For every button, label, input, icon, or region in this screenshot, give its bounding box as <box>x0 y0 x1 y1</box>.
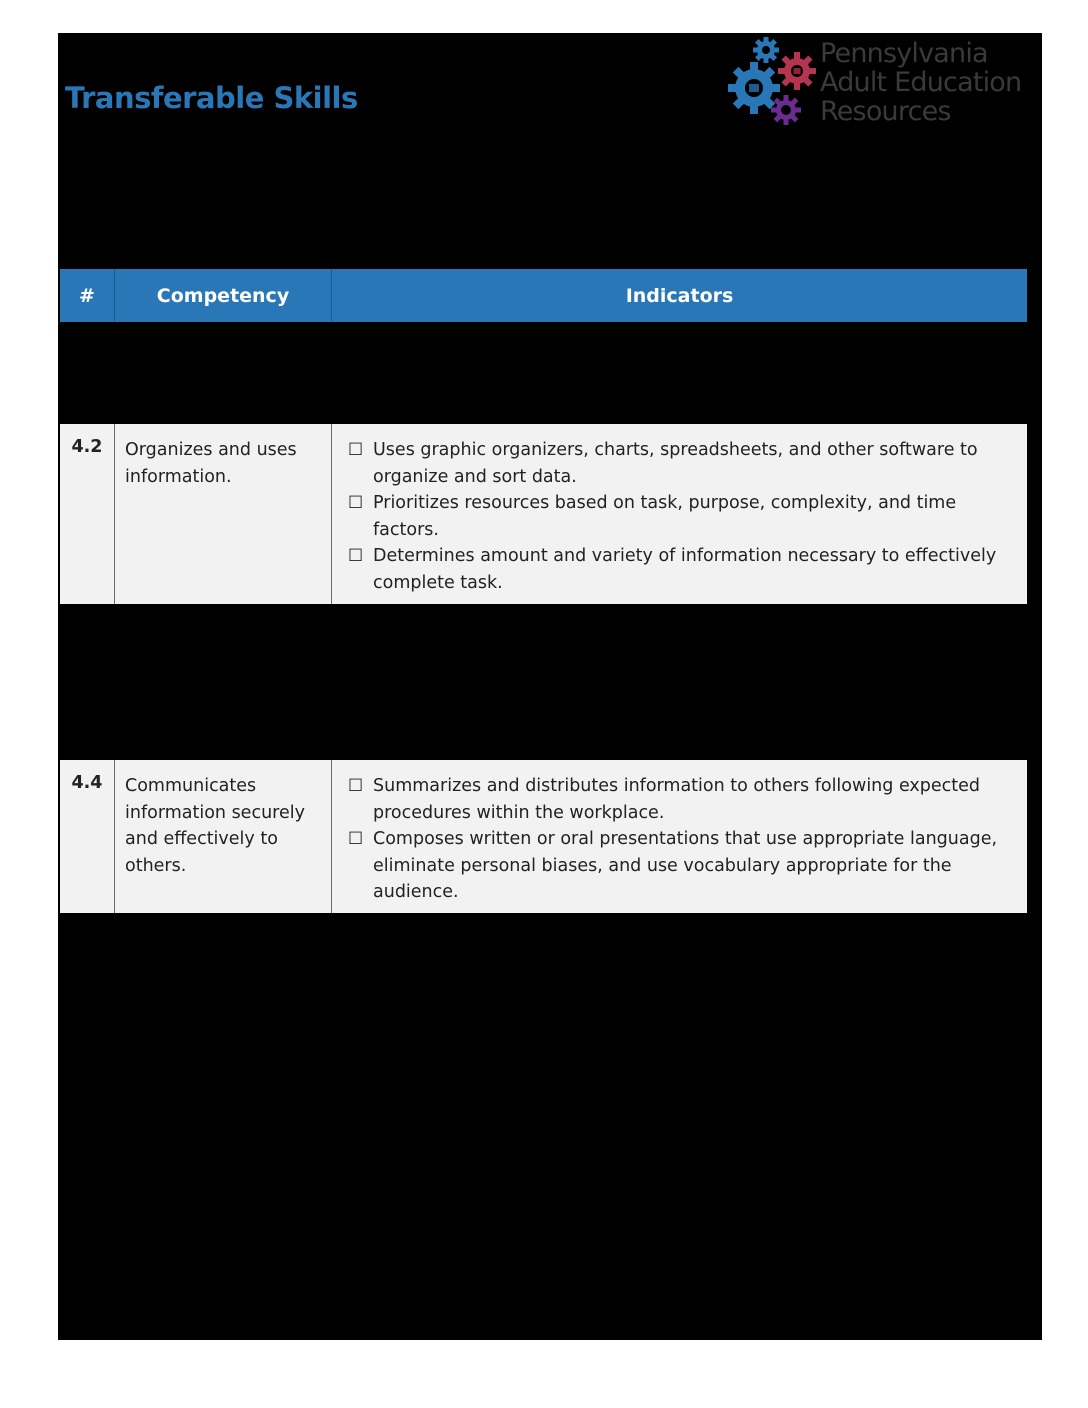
logo-wordmark <box>820 39 1021 126</box>
logo-line-resources: Resources <box>820 96 951 127</box>
table-row <box>60 760 1027 913</box>
table-row <box>60 424 1027 604</box>
indicator-text: Uses graphic organizers, charts, spreadsheets, and other software to organize and sort data. <box>373 440 978 487</box>
indicator-text: Composes written or oral presentations that use appropriate language, eliminate personal biases, and use vocabulary appropriate for the audience. <box>373 829 998 902</box>
competency-number: 4.2 <box>60 424 115 604</box>
indicator-item <box>348 490 1019 543</box>
competency-number: 4.4 <box>60 760 115 913</box>
indicator-text: Prioritizes resources based on task, purpose, complexity, and time factors. <box>373 493 957 540</box>
indicators-list <box>332 760 1027 913</box>
column-header-indicators: Indicators <box>625 284 734 307</box>
checkbox-icon[interactable]: ☐ <box>348 440 364 460</box>
document-page <box>58 33 1042 1340</box>
column-header-number: # <box>60 269 115 322</box>
indicator-item <box>348 773 1019 826</box>
gears-icon <box>726 33 826 133</box>
indicator-item <box>348 437 1019 490</box>
indicator-item <box>348 826 1019 906</box>
table-header-row <box>60 269 1027 322</box>
competency-text: Communicates information securely and effectively to others. <box>115 760 332 913</box>
indicator-item <box>348 543 1019 596</box>
indicator-text: Determines amount and variety of information necessary to effectively complete task. <box>373 546 997 593</box>
checkbox-icon[interactable]: ☐ <box>348 829 364 849</box>
organization-logo <box>726 33 1038 133</box>
competency-text: Organizes and uses information. <box>115 424 332 604</box>
page-title: Transferable Skills <box>65 81 358 115</box>
logo-line-program: Adult Education <box>820 67 1022 98</box>
column-header-competency: Competency <box>115 269 332 322</box>
checkbox-icon[interactable]: ☐ <box>348 493 364 513</box>
checkbox-icon[interactable]: ☐ <box>348 776 364 796</box>
indicator-text: Summarizes and distributes information to others following expected procedures within the workplace. <box>373 776 980 823</box>
logo-line-state: Pennsylvania <box>820 38 988 69</box>
indicators-list <box>332 424 1027 604</box>
checkbox-icon[interactable]: ☐ <box>348 546 364 566</box>
